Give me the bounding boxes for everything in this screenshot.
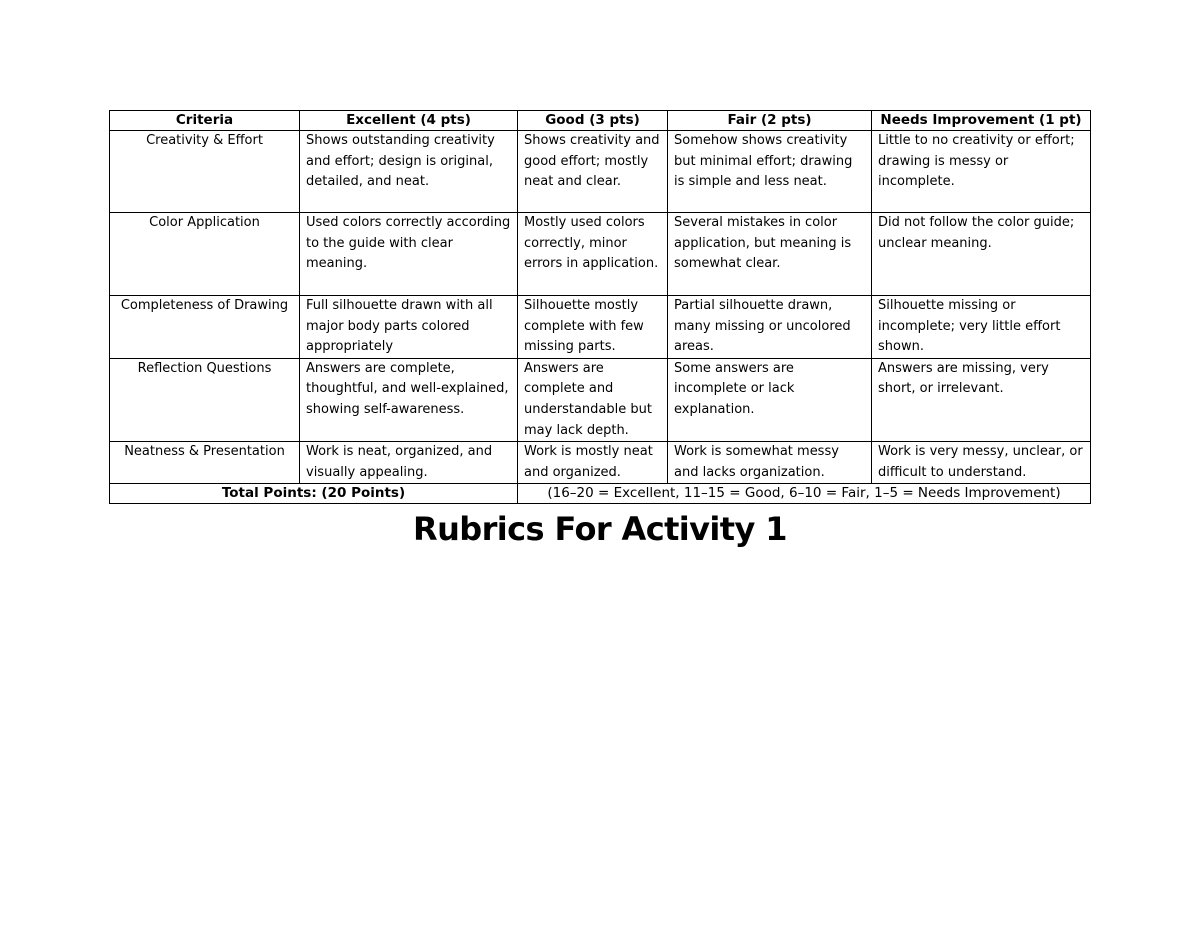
fair-cell: Somehow shows creativity but minimal effort; drawing is simple and less neat. <box>668 131 872 213</box>
rubric-header <box>110 111 1091 131</box>
fair-cell: Several mistakes in color application, but meaning is somewhat clear. <box>668 213 872 296</box>
header-excellent: Excellent (4 pts) <box>300 111 518 131</box>
excellent-cell: Work is neat, organized, and visually appealing. <box>300 442 518 484</box>
header-row <box>110 111 1091 131</box>
criterion-cell: Completeness of Drawing <box>110 296 300 359</box>
header-good: Good (3 pts) <box>518 111 668 131</box>
excellent-cell: Full silhouette drawn with all major body parts colored appropriately <box>300 296 518 359</box>
needs-improvement-cell: Little to no creativity or effort; drawing is messy or incomplete. <box>872 131 1091 213</box>
score-scale-note: (16–20 = Excellent, 11–15 = Good, 6–10 = Fair, 1–5 = Needs Improvement) <box>518 484 1091 504</box>
table-row <box>110 358 1091 441</box>
rubric-footer <box>110 484 1091 504</box>
table-row <box>110 213 1091 296</box>
rubric-body <box>110 131 1091 484</box>
header-criteria: Criteria <box>110 111 300 131</box>
good-cell: Shows creativity and good effort; mostly neat and clear. <box>518 131 668 213</box>
fair-cell: Some answers are incomplete or lack explanation. <box>668 358 872 441</box>
criterion-cell: Color Application <box>110 213 300 296</box>
excellent-cell: Shows outstanding creativity and effort; design is original, detailed, and neat. <box>300 131 518 213</box>
excellent-cell: Answers are complete, thoughtful, and well-explained, showing self-awareness. <box>300 358 518 441</box>
excellent-cell: Used colors correctly according to the guide with clear meaning. <box>300 213 518 296</box>
total-row <box>110 484 1091 504</box>
fair-cell: Work is somewhat messy and lacks organization. <box>668 442 872 484</box>
good-cell: Answers are complete and understandable but may lack depth. <box>518 358 668 441</box>
table-row <box>110 296 1091 359</box>
criterion-cell: Neatness & Presentation <box>110 442 300 484</box>
header-needs-improvement: Needs Improvement (1 pt) <box>872 111 1091 131</box>
good-cell: Mostly used colors correctly, minor errors in application. <box>518 213 668 296</box>
table-row <box>110 442 1091 484</box>
needs-improvement-cell: Work is very messy, unclear, or difficult to understand. <box>872 442 1091 484</box>
rubric-table <box>109 110 1091 504</box>
good-cell: Silhouette mostly complete with few missing parts. <box>518 296 668 359</box>
fair-cell: Partial silhouette drawn, many missing or uncolored areas. <box>668 296 872 359</box>
total-points-label: Total Points: (20 Points) <box>110 484 518 504</box>
needs-improvement-cell: Silhouette missing or incomplete; very little effort shown. <box>872 296 1091 359</box>
header-fair: Fair (2 pts) <box>668 111 872 131</box>
good-cell: Work is mostly neat and organized. <box>518 442 668 484</box>
criterion-cell: Reflection Questions <box>110 358 300 441</box>
needs-improvement-cell: Answers are missing, very short, or irrelevant. <box>872 358 1091 441</box>
needs-improvement-cell: Did not follow the color guide; unclear meaning. <box>872 213 1091 296</box>
page-title: Rubrics For Activity 1 <box>413 510 787 548</box>
table-row <box>110 131 1091 213</box>
criterion-cell: Creativity & Effort <box>110 131 300 213</box>
